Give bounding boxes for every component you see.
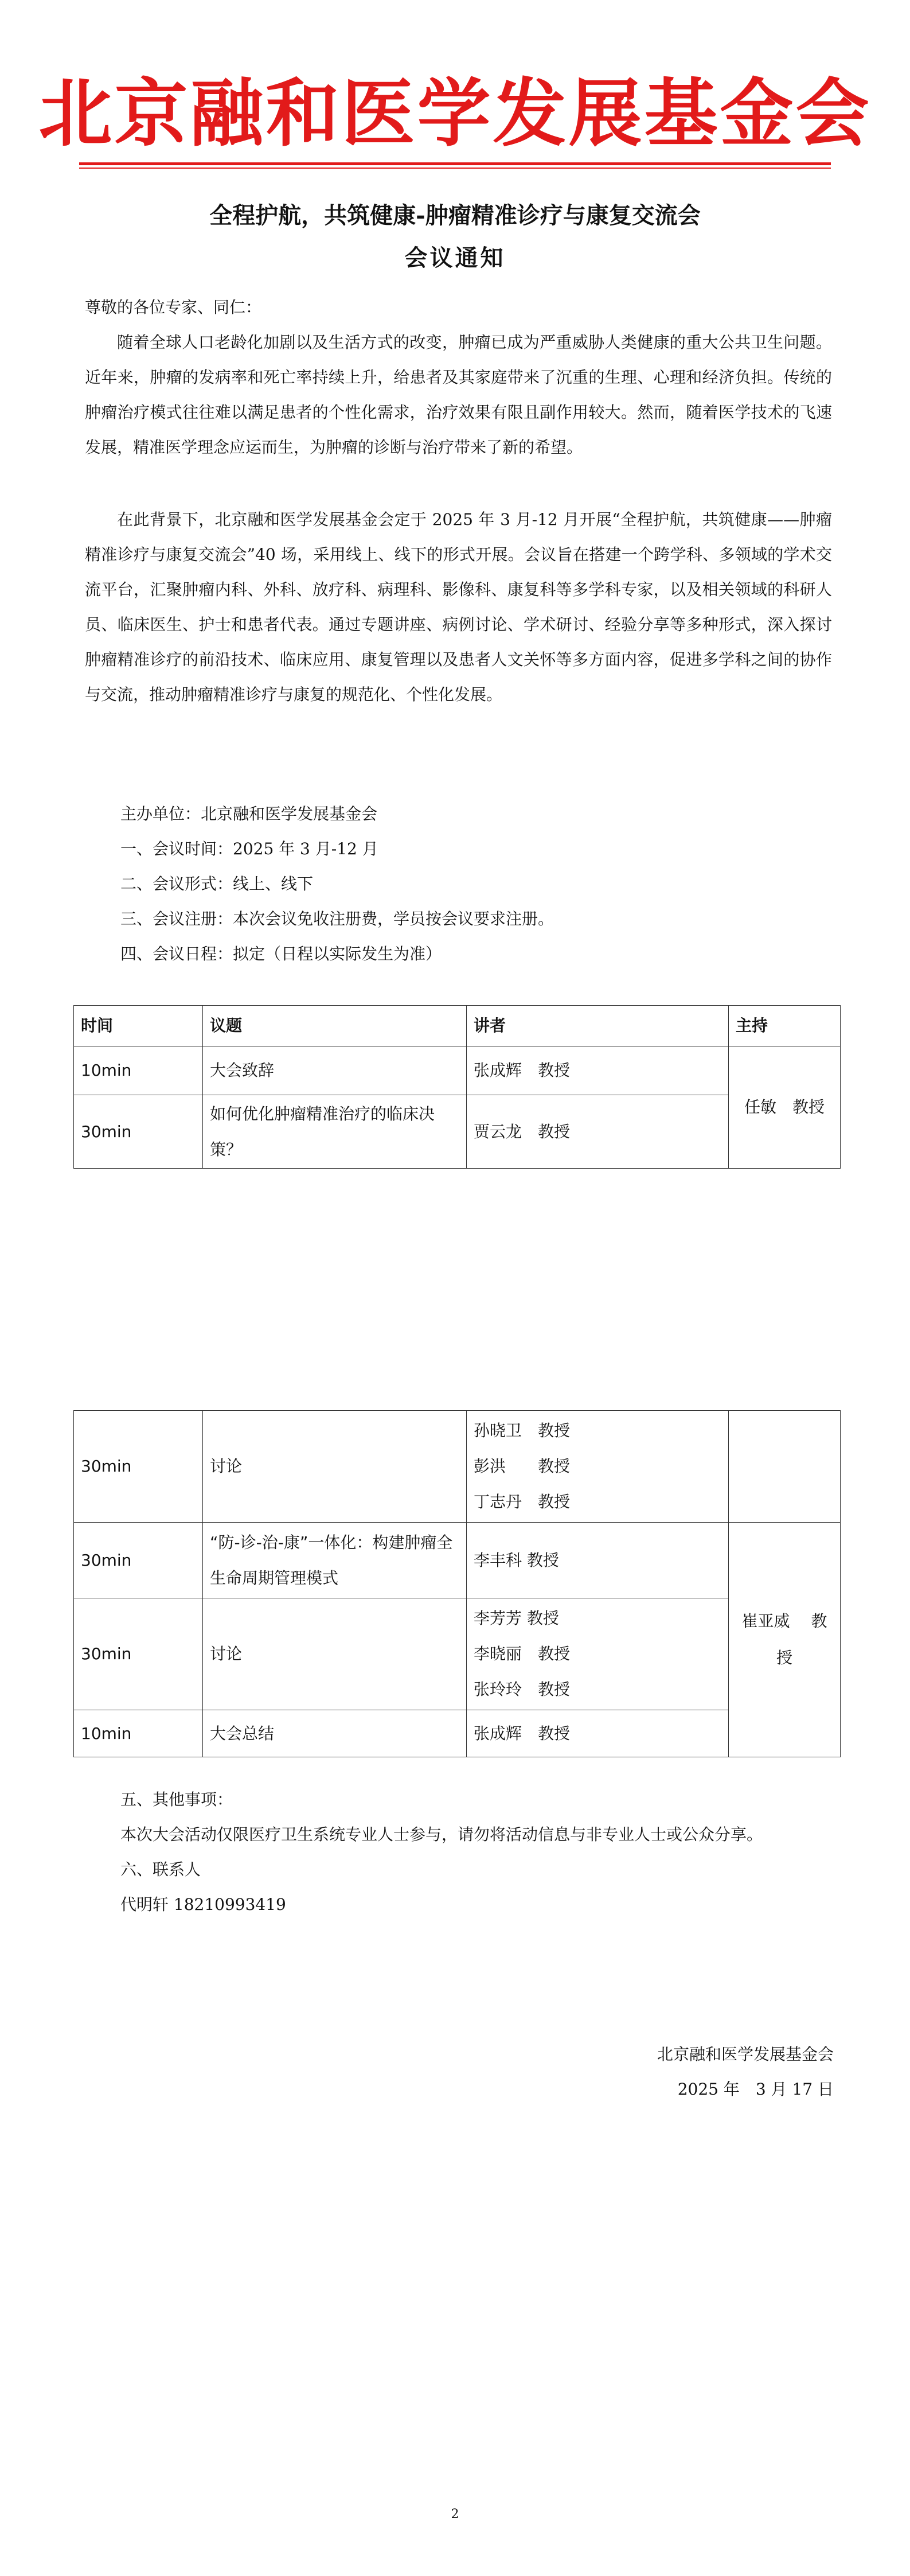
page-number: 2 xyxy=(451,2507,459,2521)
row-topic: “防-诊-治-康”一体化：构建肿瘤全生命周期管理模式 xyxy=(203,1523,467,1598)
body-paragraph-1: 随着全球人口老龄化加剧以及生活方式的改变，肿瘤已成为严重威胁人类健康的重大公共卫生问题。近年来，肿瘤的发病率和死亡率持续上升，给患者及其家庭带来了沉重的生理、心理和经济负担。传统的肿瘤治疗模式往往难以满足患者的个性化需求，治疗效果有限且副作用较大。然而，随着医学技术的飞速发展，精准医学理念应运而生，为肿瘤的诊断与治疗带来了新的希望。 xyxy=(85,333,832,457)
header-topic: 议题 xyxy=(203,1006,467,1046)
table-row xyxy=(74,1411,841,1523)
signature-date: 2025 年 3 月 17 日 xyxy=(677,2080,834,2099)
meeting-schedule-line: 四、会议日程：拟定（日程以实际发生为准） xyxy=(120,944,442,963)
speaker-name: 彭洪 教授 xyxy=(474,1457,571,1476)
agenda-table-part-1 xyxy=(73,1005,841,1169)
speaker-name: 丁志丹 教授 xyxy=(474,1492,571,1511)
table-row xyxy=(74,1523,841,1598)
row-speakers xyxy=(467,1598,729,1710)
contact-person: 代明轩 18210993419 xyxy=(120,1895,286,1914)
row-time: 30min xyxy=(74,1598,203,1710)
organizer-line: 主办单位：北京融和医学发展基金会 xyxy=(120,804,378,823)
row-time: 10min xyxy=(74,1710,203,1757)
row-speakers xyxy=(467,1411,729,1523)
speaker-name: 孙晓卫 教授 xyxy=(474,1421,571,1440)
row-speaker: 张成辉 教授 xyxy=(467,1046,729,1095)
table-row xyxy=(74,1095,841,1169)
row-speaker: 李丰科 教授 xyxy=(467,1523,729,1598)
row-topic: 讨论 xyxy=(203,1598,467,1710)
host-cell-empty xyxy=(729,1411,841,1523)
contact-heading: 六、联系人 xyxy=(120,1860,201,1879)
row-topic: 讨论 xyxy=(203,1411,467,1523)
table-row xyxy=(74,1598,841,1710)
speaker-name: 李晓丽 教授 xyxy=(474,1644,571,1663)
signature-org: 北京融和医学发展基金会 xyxy=(657,2045,834,2064)
body-paragraph-2: 在此背景下，北京融和医学发展基金会定于 2025 年 3 月-12 月开展“全程护航，共筑健康——肿瘤精准诊疗与康复交流会”40 场，采用线上、线下的形式开展。会议旨在搭建一个跨学科、多领域的学术交流平台，汇聚肿瘤内科、外科、放疗科、病理科、影像科、康复科等多学科专家，以及相关领域的科研人员、临床医生、护士和患者代表。通过专题讲座、病例讨论、学术研讨、经验分享等多种形式，深入探讨肿瘤精准诊疗的前沿技术、临床应用、康复管理以及患者人文关怀等多方面内容，促进多学科之间的协作与交流，推动肿瘤精准诊疗与康复的规范化、个性化发展。 xyxy=(85,510,832,704)
agenda-table-part-2 xyxy=(73,1410,841,1757)
document-title: 全程护航，共筑健康-肿瘤精准诊疗与康复交流会 xyxy=(209,202,701,229)
header-time: 时间 xyxy=(74,1006,203,1046)
row-time: 30min xyxy=(74,1523,203,1598)
meeting-info xyxy=(120,796,554,971)
row-time: 30min xyxy=(74,1411,203,1523)
signature-block xyxy=(657,2037,834,2107)
row-time: 10min xyxy=(74,1046,203,1095)
table-row xyxy=(74,1046,841,1095)
other-matters-heading: 五、其他事项： xyxy=(120,1790,233,1809)
speaker-name: 李芳芳 教授 xyxy=(474,1609,559,1628)
row-topic: 大会致辞 xyxy=(203,1046,467,1095)
host-cell: 崔亚威 教授 xyxy=(729,1523,841,1757)
agenda-header-row xyxy=(74,1006,841,1046)
other-matters xyxy=(120,1782,763,1922)
header-speaker: 讲者 xyxy=(467,1006,729,1046)
salutation: 尊敬的各位专家、同仁： xyxy=(85,298,262,317)
row-time: 30min xyxy=(74,1095,203,1169)
row-speaker: 张成辉 教授 xyxy=(467,1710,729,1757)
organization-header: 北京融和医学发展基金会 xyxy=(38,71,872,157)
host-cell: 任敏 教授 xyxy=(729,1046,841,1169)
header-red-rule-thin xyxy=(79,168,831,169)
header-red-rule-thick xyxy=(79,162,831,165)
meeting-time-line: 一、会议时间：2025 年 3 月-12 月 xyxy=(120,839,378,858)
header-host: 主持 xyxy=(729,1006,841,1046)
table-row xyxy=(74,1710,841,1757)
speaker-name: 张玲玲 教授 xyxy=(474,1680,571,1699)
row-topic: 如何优化肿瘤精准治疗的临床决策？ xyxy=(203,1095,467,1169)
other-matters-text: 本次大会活动仅限医疗卫生系统专业人士参与，请勿将活动信息与非专业人士或公众分享。 xyxy=(120,1825,763,1844)
document-subtitle: 会议通知 xyxy=(404,244,506,271)
row-topic: 大会总结 xyxy=(203,1710,467,1757)
meeting-registration-line: 三、会议注册：本次会议免收注册费，学员按会议要求注册。 xyxy=(120,909,554,928)
meeting-format-line: 二、会议形式：线上、线下 xyxy=(120,874,314,893)
row-speaker: 贾云龙 教授 xyxy=(467,1095,729,1169)
